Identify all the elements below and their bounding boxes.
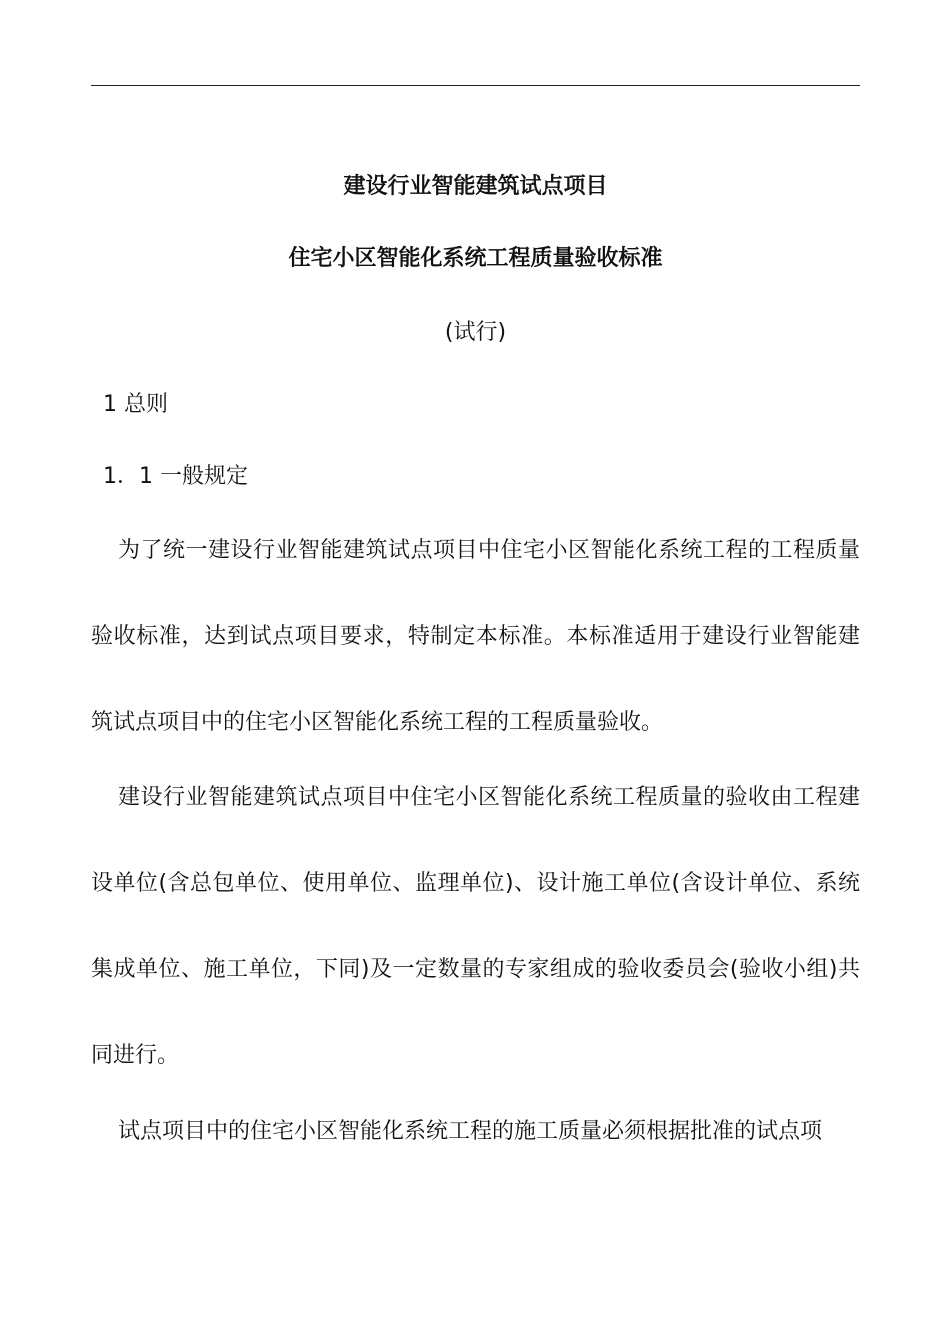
document-subtitle: (试行) — [444, 320, 507, 345]
subsection-heading: 1．1 一般规定 — [103, 464, 248, 489]
paragraph: 建设行业智能建筑试点项目中住宅小区智能化系统工程质量的验收由工程建设单位(含总包单位、使用单位、监理单位)、设计施工单位(含设计单位、系统集成单位、施工单位，下同)及一定数量的专家组成的验收委员会(验收小组)共同进行。 — [91, 785, 860, 1068]
document-title-line-1: 建设行业智能建筑试点项目 — [343, 174, 608, 199]
paragraph: 试点项目中的住宅小区智能化系统工程的施工质量必须根据批准的试点项 — [118, 1119, 823, 1144]
section-heading: 1 总则 — [103, 392, 168, 417]
paragraph: 为了统一建设行业智能建筑试点项目中住宅小区智能化系统工程的工程质量验收标准，达到试点项目要求，特制定本标准。本标准适用于建设行业智能建筑试点项目中的住宅小区智能化系统工程的工程质量验收。 — [91, 538, 860, 735]
header-rule — [91, 85, 860, 86]
document-title-line-2: 住宅小区智能化系统工程质量验收标准 — [288, 246, 663, 271]
